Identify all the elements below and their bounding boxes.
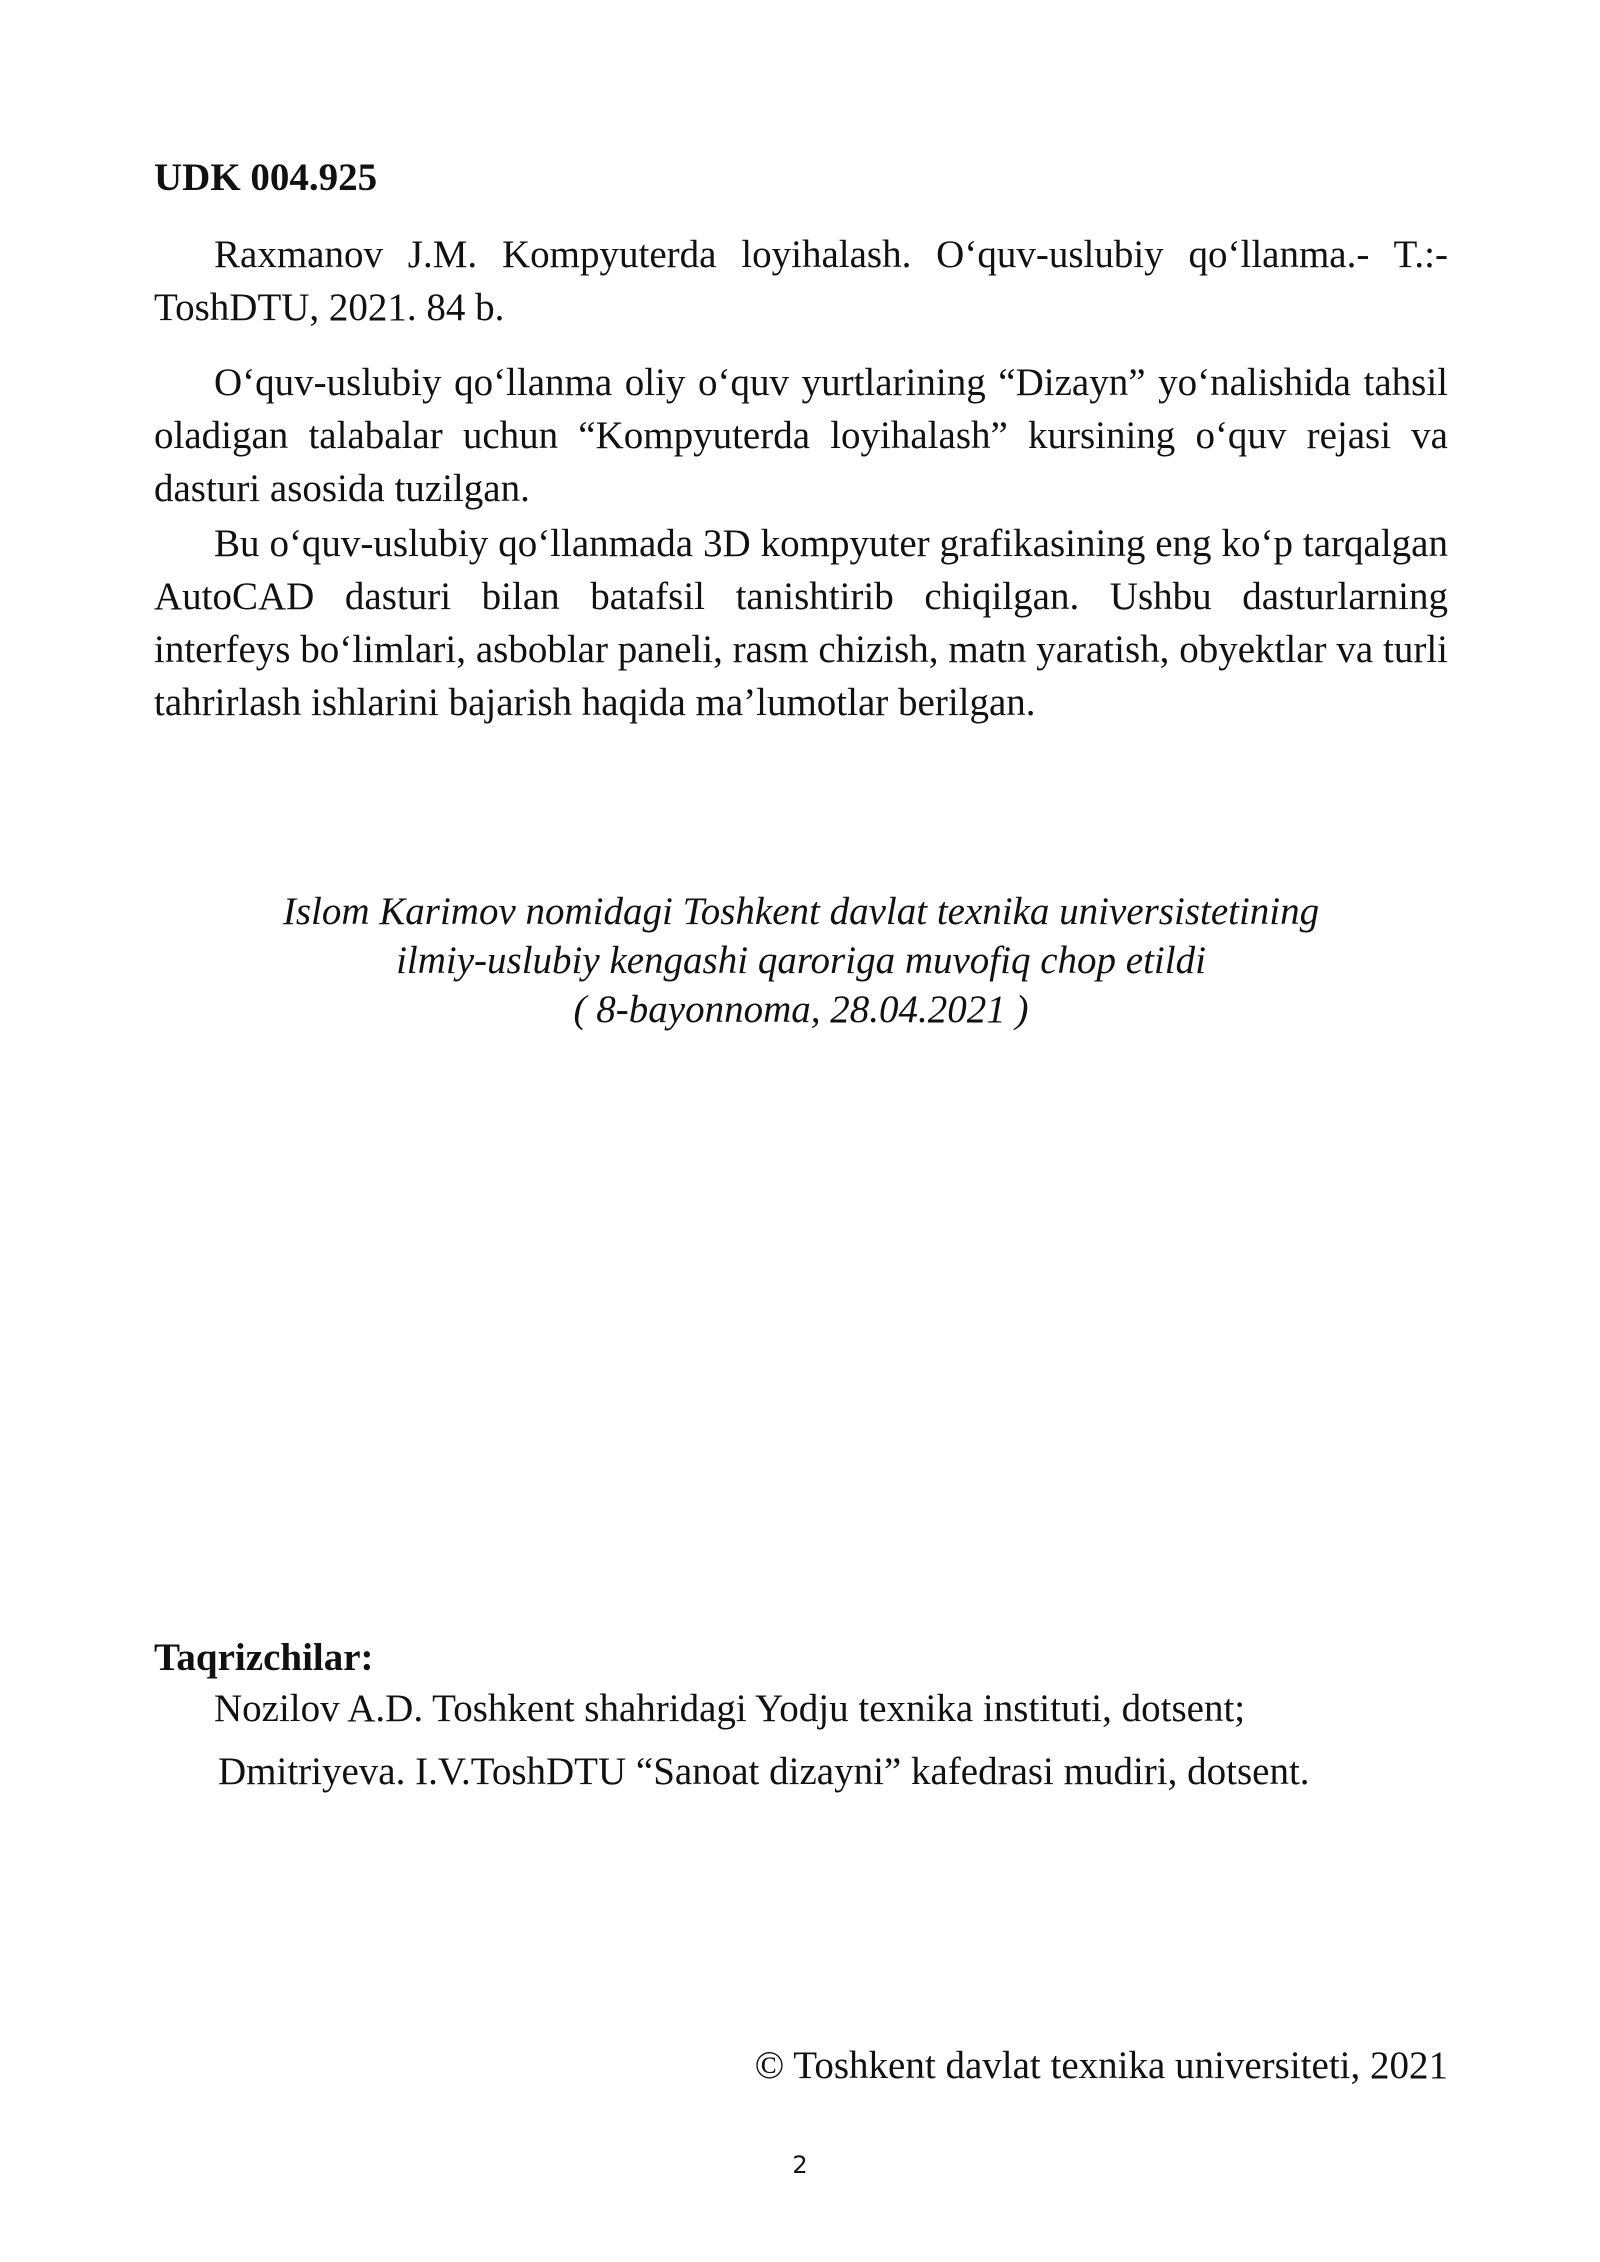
reviewers-heading: Taqrizchilar:: [154, 1636, 374, 1679]
reviewer-item: Nozilov A.D. Toshkent shahridagi Yodju texnika instituti, dotsent;: [214, 1687, 1246, 1730]
approval-line-3: ( 8-bayonnoma, 28.04.2021 ): [573, 988, 1029, 1031]
approval-line-2: ilmiy-uslubiy kengashi qaroriga muvofiq chop etildi: [396, 939, 1206, 982]
udk-code: UDK 004.925: [154, 156, 378, 199]
copyright-notice: © Toshkent davlat texnika universiteti, 2021: [754, 2044, 1448, 2087]
approval-statement: [154, 887, 1448, 1034]
approval-line-1: Islom Karimov nomidagi Toshkent davlat texnika universistetining: [282, 890, 1320, 933]
page-number: 2: [792, 2151, 808, 2179]
description-paragraph-1: O‘quv-uslubiy qo‘llanma oliy o‘quv yurtlarining “Dizayn” yo‘nalishida tahsil oladigan talabalar uchun “Kompyuterda loyihalash” kursining o‘quv rejasi va dasturi asosida tuzilgan.: [154, 361, 1448, 510]
bibliographic-citation: Raxmanov J.M. Kompyuterda loyihalash. O‘quv-uslubiy qo‘llanma.- T.:-ToshDTU, 2021. 84 b.: [154, 233, 1448, 329]
description-paragraph-2: Bu o‘quv-uslubiy qo‘llanmada 3D kompyuter grafikasining eng ko‘p tarqalgan AutoCAD dasturi bilan batafsil tanishtirib chiqilgan. Ushbu dasturlarning interfeys bo‘limlari, asboblar paneli, rasm chizish, matn yaratish, obyektlar va turli tahrirlash ishlarini bajarish haqida ma’lumotlar berilgan.: [154, 522, 1448, 724]
reviewer-item: Dmitriyeva. I.V.ToshDTU “Sanoat dizayni” kafedrasi mudiri, dotsent.: [218, 1750, 1310, 1793]
